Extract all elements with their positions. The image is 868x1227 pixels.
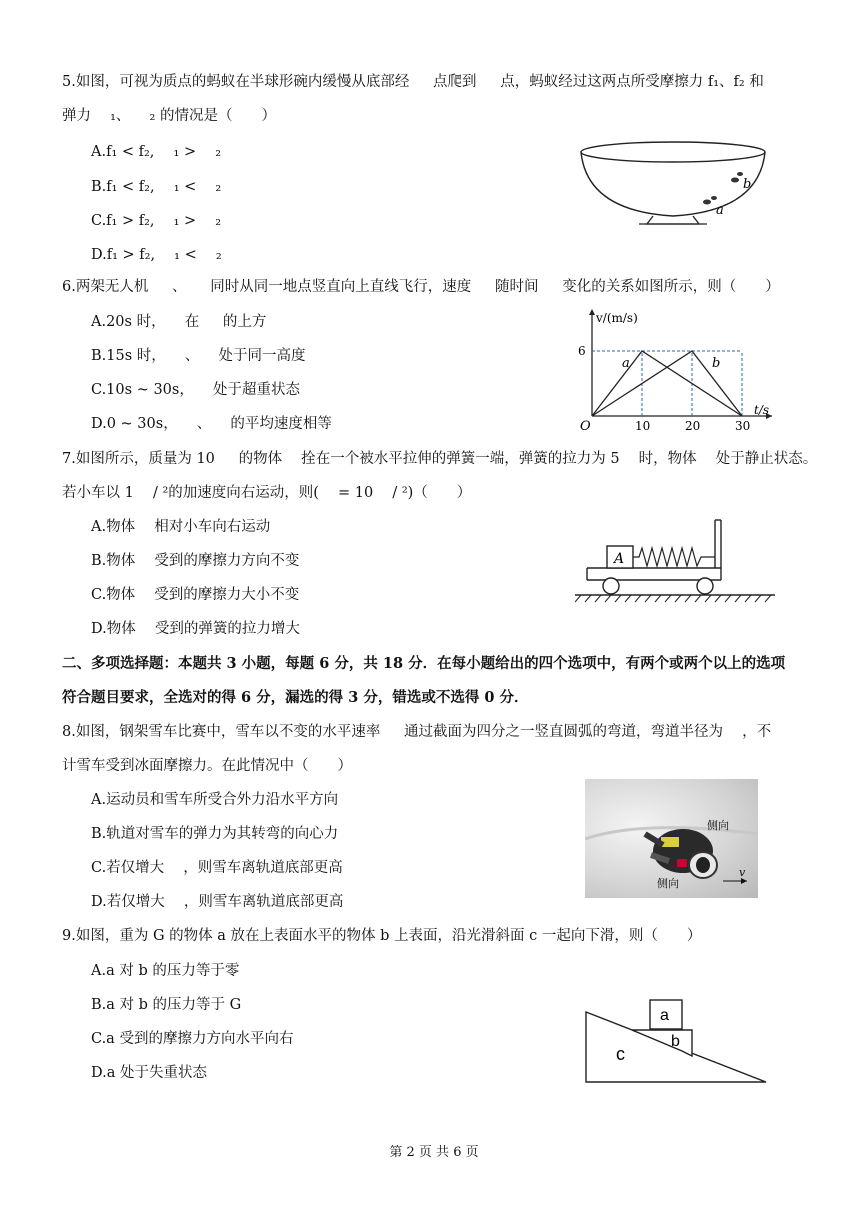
label-incline-c: c	[616, 1044, 625, 1064]
q8-stem-line2: 计雪车受到冰面摩擦力。在此情况中（ ）	[62, 758, 352, 774]
bowl-figure	[575, 136, 771, 228]
q8-option-a: A.运动员和雪车所受合外力沿水平方向	[91, 792, 339, 808]
q6-option-d: D.0 ~ 30s， 、 的平均速度相等	[91, 416, 332, 432]
athlete-on-sled-icon	[645, 829, 717, 878]
q6-stem: 6.两架无人机 、 同时从同一地点竖直向上直线飞行，速度 随时间 变化的关系如图所示，则（ ）	[62, 279, 780, 295]
q8-option-d: D.若仅增大 ，则雪车离轨道底部更高	[91, 894, 344, 910]
q5-option-b: B.f₁ < f₂, ₁ < ₂	[91, 179, 222, 195]
incline-blocks-figure	[582, 996, 772, 1086]
q5-stem-line1: 5.如图，可视为质点的蚂蚁在半球形碗内缓慢从底部经 点爬到 点，蚂蚁经过这两点所受摩擦力 f₁、f₂ 和	[62, 74, 764, 90]
x-tick-label: 10	[635, 419, 651, 433]
label-block-b: b	[671, 1033, 680, 1050]
wheel-left	[603, 578, 619, 594]
q5-option-c: C.f₁ > f₂, ₁ > ₂	[91, 213, 222, 229]
x-tick-label: 20	[685, 419, 701, 433]
q6-option-b: B.15s 时， 、 处于同一高度	[91, 348, 306, 364]
q5-option-d: D.f₁ > f₂, ₁ < ₂	[91, 247, 222, 263]
q7-stem-line2: 若小车以 1 / ²的加速度向右运动，则( = 10 / ²)（ ）	[62, 485, 472, 501]
series-label-b: b	[712, 356, 721, 371]
label-block-a: a	[660, 1007, 669, 1024]
cart-spring-figure	[575, 518, 775, 606]
bowl-label-a: a	[716, 203, 724, 218]
q9-option-b: B.a 对 b 的压力等于 G	[91, 997, 242, 1013]
series-label-a: a	[622, 356, 630, 371]
bowl-label-b: b	[743, 177, 752, 192]
q8-option-b: B.轨道对雪车的弹力为其转弯的向心力	[91, 826, 339, 842]
q5-stem-line2: 弹力 ₁、 ₂ 的情况是（ ）	[62, 108, 276, 124]
q9-option-c: C.a 受到的摩擦力方向水平向右	[91, 1031, 294, 1047]
q8-stem-line1: 8.如图，钢架雪车比赛中，雪车以不变的水平速率 通过截面为四分之一竖直圆弧的弯道，弯道半径为 ，不	[62, 724, 772, 740]
x-tick-label: 30	[735, 419, 751, 433]
q6-option-a: A.20s 时， 在 的上方	[91, 314, 267, 330]
q7-option-b: B.物体 受到的摩擦力方向不变	[91, 553, 300, 569]
q8-option-c: C.若仅增大 ，则雪车离轨道底部更高	[91, 860, 343, 876]
wheel-right	[697, 578, 713, 594]
origin-label: O	[580, 419, 591, 434]
ant-b-icon	[731, 172, 743, 183]
page-footer: 第 2 页 共 6 页	[389, 1145, 479, 1160]
section-2-heading-line1: 二、多项选择题：本题共 3 小题，每题 6 分，共 18 分．在每小题给出的四个选项中，有两个或两个以上的选项	[62, 655, 786, 672]
q7-option-d: D.物体 受到的弹簧的拉力增大	[91, 621, 300, 637]
q9-stem: 9.如图，重为 G 的物体 a 放在上表面水平的物体 b 上表面，沿光滑斜面 c 一起向下滑，则（ ）	[62, 928, 702, 944]
skeleton-sled-photo	[585, 779, 758, 898]
q7-stem-line1: 7.如图所示，质量为 10 的物体 拴在一个被水平拉伸的弹簧一端，弹簧的拉力为 5 时，物体 处于静止状态。	[62, 451, 818, 467]
q9-option-a: A.a 对 b 的压力等于零	[91, 963, 240, 979]
section-2-heading-line2: 符合题目要求，全选对的得 6 分，漏选的得 3 分，错选或不选得 0 分．	[62, 689, 529, 706]
y-tick-label: 6	[578, 344, 586, 358]
q5-option-a: A.f₁ < f₂, ₁ > ₂	[91, 144, 222, 160]
y-axis-label: v/(m/s)	[596, 311, 638, 325]
photo-label-lateral-1: 侧向	[707, 819, 729, 832]
q9-option-d: D.a 处于失重状态	[91, 1065, 207, 1081]
photo-label-lateral-2: 侧向	[657, 877, 679, 890]
ant-a-icon	[703, 196, 717, 205]
spring	[633, 548, 715, 566]
y-axis-arrow-icon	[589, 309, 595, 315]
q6-option-c: C.10s ~ 30s， 处于超重状态	[91, 382, 300, 398]
x-axis-label: t/s	[754, 403, 770, 417]
velocity-time-chart	[566, 305, 784, 435]
block-label-a: A	[614, 551, 625, 567]
q7-option-a: A.物体 相对小车向右运动	[91, 519, 271, 535]
q7-option-c: C.物体 受到的摩擦力大小不变	[91, 587, 300, 603]
photo-label-v: v	[739, 866, 746, 879]
